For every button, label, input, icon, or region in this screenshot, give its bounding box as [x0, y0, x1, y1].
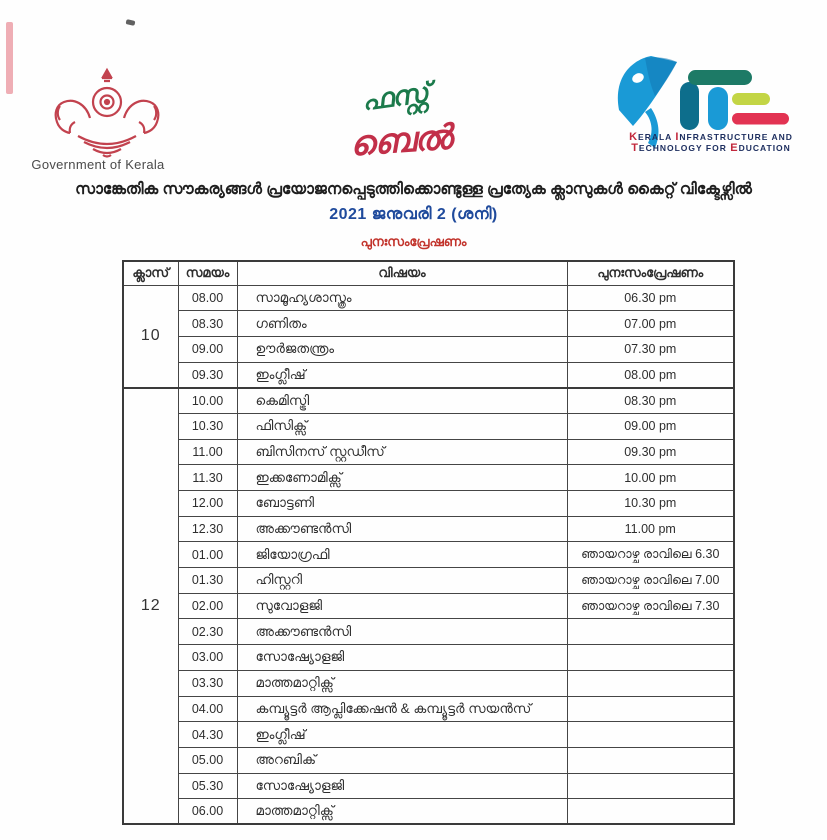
subject-cell: ഇംഗ്ലീഷ് [237, 362, 567, 388]
first-bell-word-first: ഫസ്റ്റ് [360, 77, 430, 117]
subject-cell: ഊർജതന്ത്രം [237, 336, 567, 362]
retelecast-cell: 10.00 pm [567, 465, 734, 491]
table-row [123, 516, 734, 542]
retelecast-cell [567, 747, 734, 773]
retelecast-cell: ഞായറാഴ്ച രാവിലെ 7.30 [567, 593, 734, 619]
retelecast-cell [567, 645, 734, 671]
subject-cell: അറബിക് [237, 747, 567, 773]
retelecast-cell [567, 773, 734, 799]
time-cell: 01.00 [178, 542, 237, 568]
time-cell: 06.00 [178, 799, 237, 825]
table-row [123, 645, 734, 671]
time-cell: 05.30 [178, 773, 237, 799]
table-row [123, 285, 734, 311]
first-bell-logo [340, 70, 520, 180]
first-bell-word-bell: ബെൽ [348, 118, 453, 164]
retelecast-cell [567, 696, 734, 722]
table-row [123, 773, 734, 799]
subject-cell: ജിയോഗ്രഫി [237, 542, 567, 568]
header-time: സമയം [178, 261, 237, 285]
table-row [123, 413, 734, 439]
subject-cell: ഫിസിക്സ് [237, 413, 567, 439]
subject-cell: അക്കൗണ്ടൻസി [237, 619, 567, 645]
table-row [123, 336, 734, 362]
subject-cell: ബിസിനസ് സ്റ്റഡീസ് [237, 439, 567, 465]
subject-cell: സോഷ്യോളജി [237, 773, 567, 799]
time-cell: 04.30 [178, 722, 237, 748]
retelecast-cell: 09.00 pm [567, 413, 734, 439]
time-cell: 08.30 [178, 311, 237, 337]
table-row [123, 722, 734, 748]
table-row [123, 670, 734, 696]
subject-cell: ഇക്കണോമിക്സ് [237, 465, 567, 491]
retelecast-cell: 07.00 pm [567, 311, 734, 337]
time-cell: 03.30 [178, 670, 237, 696]
kite-caption [605, 132, 817, 153]
header-retelecast: പുനഃസംപ്രേഷണം [567, 261, 734, 285]
table-row [123, 568, 734, 594]
time-cell: 11.00 [178, 439, 237, 465]
table-row [123, 542, 734, 568]
subject-cell: ഹിസ്റ്ററി [237, 568, 567, 594]
subject-cell: കെമിസ്ട്രി [237, 388, 567, 414]
header-subject: വിഷയം [237, 261, 567, 285]
class-cell: 10 [123, 285, 178, 388]
time-cell: 10.00 [178, 388, 237, 414]
subject-cell: മാത്തമാറ്റിക്സ് [237, 799, 567, 825]
time-cell: 12.30 [178, 516, 237, 542]
subject-cell: അക്കൗണ്ടൻസി [237, 516, 567, 542]
time-cell: 01.30 [178, 568, 237, 594]
government-of-kerala-label: Government of Kerala [31, 157, 165, 172]
retelecast-cell: 08.00 pm [567, 362, 734, 388]
timetable-body [123, 285, 734, 824]
kite-caption-line1: KERALA INFRASTRUCTURE AND [629, 131, 793, 143]
scan-smudge-artifact [126, 19, 136, 26]
retelecast-cell: ഞായറാഴ്ച രാവിലെ 6.30 [567, 542, 734, 568]
table-row [123, 696, 734, 722]
time-cell: 11.30 [178, 465, 237, 491]
table-row [123, 465, 734, 491]
time-cell: 02.00 [178, 593, 237, 619]
time-cell: 03.00 [178, 645, 237, 671]
subject-cell: മാത്തമാറ്റിക്സ് [237, 670, 567, 696]
table-row [123, 311, 734, 337]
timetable [122, 260, 733, 825]
subject-cell: ഗണിതം [237, 311, 567, 337]
retelecast-cell [567, 722, 734, 748]
time-cell: 02.30 [178, 619, 237, 645]
header-class: ക്ലാസ് [123, 261, 178, 285]
document-date: 2021 ജനുവരി 2 (ശനി) [329, 206, 498, 223]
time-cell: 12.00 [178, 491, 237, 517]
time-cell: 09.00 [178, 336, 237, 362]
subject-cell: സോഷ്യോളജി [237, 645, 567, 671]
kite-logo [605, 52, 817, 164]
time-cell: 08.00 [178, 285, 237, 311]
kite-caption-line2: TECHNOLOGY FOR EDUCATION [631, 141, 791, 154]
table-header-row [123, 261, 734, 285]
retelecast-cell [567, 799, 734, 825]
document-title: സാങ്കേതിക സൗകര്യങ്ങൾ പ്രയോജനപ്പെടുത്തിക്കൊണ്ടുള്ള പ്രത്യേക ക്ലാസുകൾ കൈറ്റ് വിക്ടേഴ്സിൽ [75, 181, 752, 198]
table-row [123, 388, 734, 414]
subject-cell: സാമൂഹ്യശാസ്ത്രം [237, 285, 567, 311]
retelecast-heading: പുനഃസംപ്രേഷണം [360, 234, 467, 249]
time-cell: 10.30 [178, 413, 237, 439]
retelecast-cell: 10.30 pm [567, 491, 734, 517]
subject-cell: ഇംഗ്ലീഷ് [237, 722, 567, 748]
scan-edge-artifact [6, 22, 13, 94]
table-row [123, 619, 734, 645]
kerala-government-emblem-icon [48, 66, 166, 162]
subject-cell: കമ്പ്യൂട്ടർ ആപ്ലിക്കേഷൻ & കമ്പ്യൂട്ടർ സയൻസ് [237, 696, 567, 722]
time-cell: 09.30 [178, 362, 237, 388]
retelecast-cell: 11.00 pm [567, 516, 734, 542]
table-row [123, 439, 734, 465]
class-cell: 12 [123, 388, 178, 825]
table-row [123, 799, 734, 825]
retelecast-cell [567, 619, 734, 645]
retelecast-cell: 08.30 pm [567, 388, 734, 414]
subject-cell: ബോട്ടണി [237, 491, 567, 517]
retelecast-cell [567, 670, 734, 696]
table-row [123, 593, 734, 619]
table-row [123, 747, 734, 773]
retelecast-cell: 07.30 pm [567, 336, 734, 362]
retelecast-cell: 09.30 pm [567, 439, 734, 465]
time-cell: 05.00 [178, 747, 237, 773]
table-row [123, 491, 734, 517]
subject-cell: സുവോളജി [237, 593, 567, 619]
table-row [123, 362, 734, 388]
time-cell: 04.00 [178, 696, 237, 722]
retelecast-cell: ഞായറാഴ്ച രാവിലെ 7.00 [567, 568, 734, 594]
retelecast-cell: 06.30 pm [567, 285, 734, 311]
